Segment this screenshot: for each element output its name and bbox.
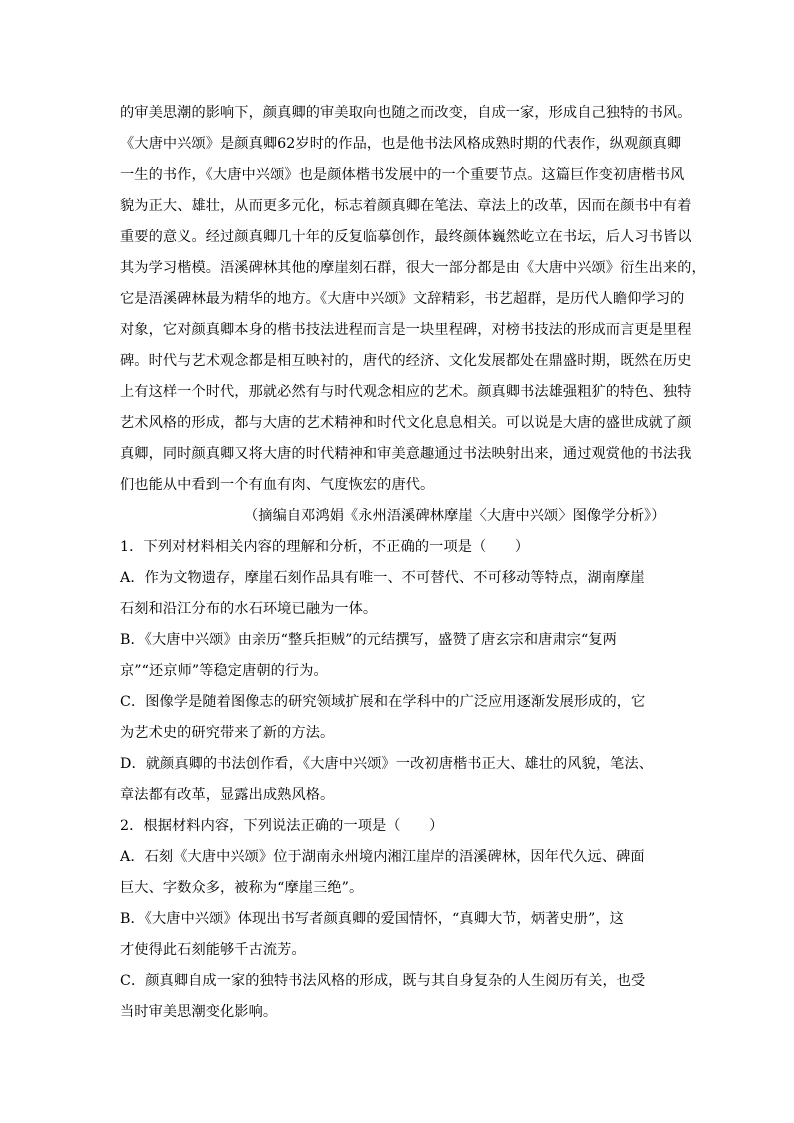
option-line: A．石刻《大唐中兴颂》位于湖南永州境内湘江崖岸的浯溪碑林，因年代久远、碑面 — [120, 849, 645, 865]
option-line: B．《大唐中兴颂》体现出书写者颜真卿的爱国情怀，“真卿大节，炳著史册”，这 — [120, 911, 624, 927]
document-page — [120, 98, 706, 1028]
option-line: 石刻和沿江分布的水石环境已融为一体。 — [120, 601, 378, 617]
option-b — [120, 904, 680, 966]
option-line: 京”“还京师”等稳定唐朝的行为。 — [120, 663, 328, 679]
option-c — [120, 966, 680, 1028]
passage-line: 它是浯溪碑林最为精华的地方。《大唐中兴颂》文辞精彩，书艺超群，是历代人瞻仰学习的 — [120, 291, 685, 307]
passage-line: 其为学习楷模。浯溪碑林其他的摩崖刻石群，很大一部分都是由《大唐中兴颂》衍生出来的， — [120, 260, 706, 276]
option-line: 巨大、字数众多，被称为“摩崖三绝”。 — [120, 880, 364, 896]
option-line: C．图像学是随着图像志的研究领域扩展和在学科中的广泛应用逐渐发展形成的，它 — [120, 694, 646, 710]
option-line: B．《大唐中兴颂》由亲历“整兵拒贼”的元结撰写，盛赞了唐玄宗和唐肃宗“复两 — [120, 632, 617, 648]
option-line: 当时审美思潮变化影响。 — [120, 1004, 278, 1020]
question-stem: 1．下列对材料相关内容的理解和分析，不正确的一项是（ ） — [120, 539, 530, 555]
passage-line: 的审美思潮的影响下，颜真卿的审美取向也随之而改变，自成一家，形成自己独特的书风。 — [120, 105, 692, 121]
passage-line: 一生的书作，《大唐中兴颂》也是颜体楷书发展中的一个重要节点。这篇巨作变初唐楷书风 — [120, 167, 685, 183]
option-line: 才使得此石刻能够千古流芳。 — [120, 942, 306, 958]
passage-line: 《大唐中兴颂》是颜真卿62岁时的作品，也是他书法风格成熟时期的代表作，纵观颜真卿 — [120, 136, 682, 152]
option-line: A．作为文物遗存，摩崖石刻作品具有唯一、不可替代、不可移动等特点，湖南摩崖 — [120, 570, 645, 586]
question-2 — [120, 811, 680, 1028]
passage-line: 上有这样一个时代，那就必然有与时代观念相应的艺术。颜真卿书法雄强粗犷的特色、独特 — [120, 384, 692, 400]
passage-line: 重要的意义。经过颜真卿几十年的反复临摹创作，最终颜体巍然屹立在书坛，后人习书皆以 — [120, 229, 692, 245]
passage-line: 真卿，同时颜真卿又将大唐的时代精神和审美意趣通过书法映射出来，通过观赏他的书法我 — [120, 446, 692, 462]
option-a — [120, 842, 680, 904]
question-1 — [120, 532, 680, 811]
passage-text — [120, 98, 706, 501]
passage-line: 碑。时代与艺术观念都是相互映衬的，唐代的经济、文化发展都处在鼎盛时期，既然在历史 — [120, 353, 692, 369]
option-line: D．就颜真卿的书法创作看，《大唐中兴颂》一改初唐楷书正大、雄壮的风貌，笔法、 — [120, 756, 654, 772]
passage-line: 艺术风格的形成，都与大唐的艺术精神和时代文化息息相关。可以说是大唐的盛世成就了颜 — [120, 415, 692, 431]
passage-line: 们也能从中看到一个有血有肉、气度恢宏的唐代。 — [120, 477, 435, 493]
option-line: 章法都有改革，显露出成熟风格。 — [120, 787, 335, 803]
source-citation: （摘编自邓鸿娟《永州浯溪碑林摩崖〈大唐中兴颂〉图像学分析》） — [244, 508, 666, 524]
option-a — [120, 563, 680, 625]
option-line: 为艺术史的研究带来了新的方法。 — [120, 725, 335, 741]
passage-line: 貌为正大、雄壮，从而更多元化，标志着颜真卿在笔法、章法上的改革，因而在颜书中有着 — [120, 198, 692, 214]
question-stem: 2．根据材料内容，下列说法正确的一项是（ ） — [120, 818, 444, 834]
option-b — [120, 625, 680, 687]
option-line: C．颜真卿自成一家的独特书法风格的形成，既与其自身复杂的人生阅历有关，也受 — [120, 973, 646, 989]
passage-line: 对象，它对颜真卿本身的楷书技法进程而言是一块里程碑，对榜书技法的形成而言更是里程 — [120, 322, 692, 338]
option-d — [120, 749, 680, 811]
option-c — [120, 687, 680, 749]
